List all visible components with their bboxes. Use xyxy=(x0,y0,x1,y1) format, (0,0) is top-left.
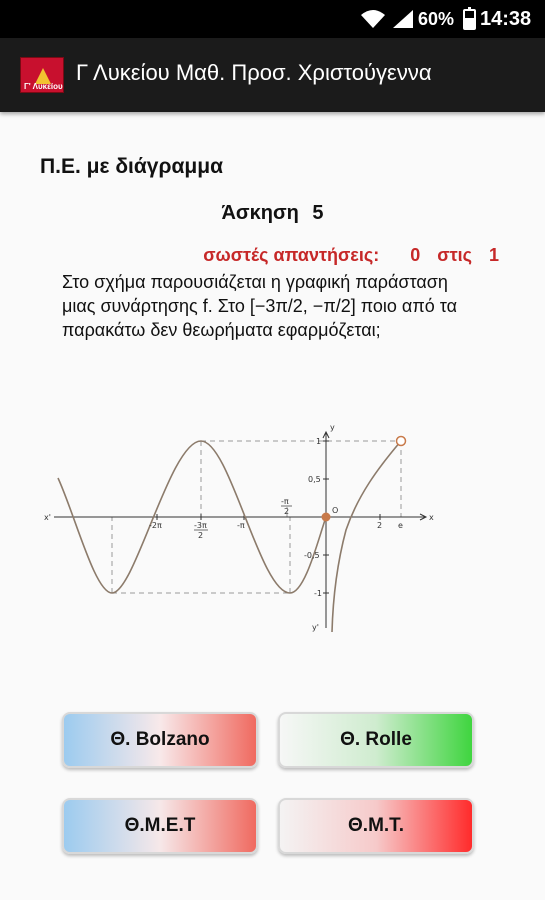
status-bar xyxy=(0,0,545,38)
axis-x-label: x xyxy=(429,513,434,522)
section-title: Π.Ε. με διάγραμμα xyxy=(40,155,223,178)
score-correct: 0 xyxy=(410,245,421,265)
score-label: σωστές απαντήσεις: xyxy=(203,245,380,265)
clock: 14:38 xyxy=(480,8,532,30)
tick-label-neg-2pi: -2π xyxy=(149,521,162,530)
tick-label-neg-pi-2-num: -π xyxy=(281,497,289,506)
function-graph xyxy=(40,420,440,640)
exercise-heading xyxy=(0,202,545,225)
tick-label-neg-half: -0,5 xyxy=(304,551,320,560)
tick-label-neg-3pi-2-den: 2 xyxy=(198,531,204,540)
axis-x-neg-label: x' xyxy=(44,513,51,522)
wifi-icon xyxy=(360,9,386,29)
answer-met-button[interactable]: Θ.Μ.Ε.Τ xyxy=(62,798,258,854)
app-bar xyxy=(0,38,545,112)
tick-label-e: e xyxy=(398,521,403,530)
tick-label-neg-pi-2-den: 2 xyxy=(284,507,290,516)
graph-point-open xyxy=(397,437,406,446)
score-of-label: στις xyxy=(437,245,472,265)
answer-bolzano-button[interactable]: Θ. Bolzano xyxy=(62,712,258,768)
app-logo xyxy=(20,57,64,93)
signal-icon xyxy=(392,9,414,29)
exercise-label: Άσκηση xyxy=(221,202,299,224)
battery-icon xyxy=(463,9,476,30)
score-line xyxy=(203,245,499,266)
answer-rolle-button[interactable]: Θ. Rolle xyxy=(278,712,474,768)
tick-label-neg-3pi-2-num: -3π xyxy=(194,521,207,530)
score-total: 1 xyxy=(488,245,499,265)
tick-label-neg-pi: -π xyxy=(237,521,245,530)
logo-text: Γ' Λυκείου xyxy=(24,82,63,91)
exercise-number: 5 xyxy=(312,202,324,224)
tick-label-half: 0,5 xyxy=(308,475,321,484)
graph-point-origin xyxy=(322,513,331,522)
tick-label-neg-1: -1 xyxy=(314,589,322,598)
tick-label-origin: O xyxy=(332,506,339,515)
axis-y-neg-label: y' xyxy=(312,623,319,632)
battery-percent: 60% xyxy=(418,9,455,29)
app-title: Γ Λυκείου Μαθ. Προσ. Χριστούγεννα xyxy=(76,60,432,85)
graph-axes xyxy=(54,432,426,628)
tick-label-1: 1 xyxy=(316,437,322,446)
question-text: Στο σχήμα παρουσιάζεται η γραφική παράσταση μιας συνάρτησης f. Στο [−3π/2, −π/2] ποιο από τα παρακάτω δεν θεωρήματα εφαρμόζεται; xyxy=(62,272,458,340)
graph-curve-log xyxy=(332,441,401,632)
tick-label-2: 2 xyxy=(377,521,383,530)
answer-mt-button[interactable]: Θ.Μ.Τ. xyxy=(278,798,474,854)
axis-y-label: y xyxy=(330,423,335,432)
